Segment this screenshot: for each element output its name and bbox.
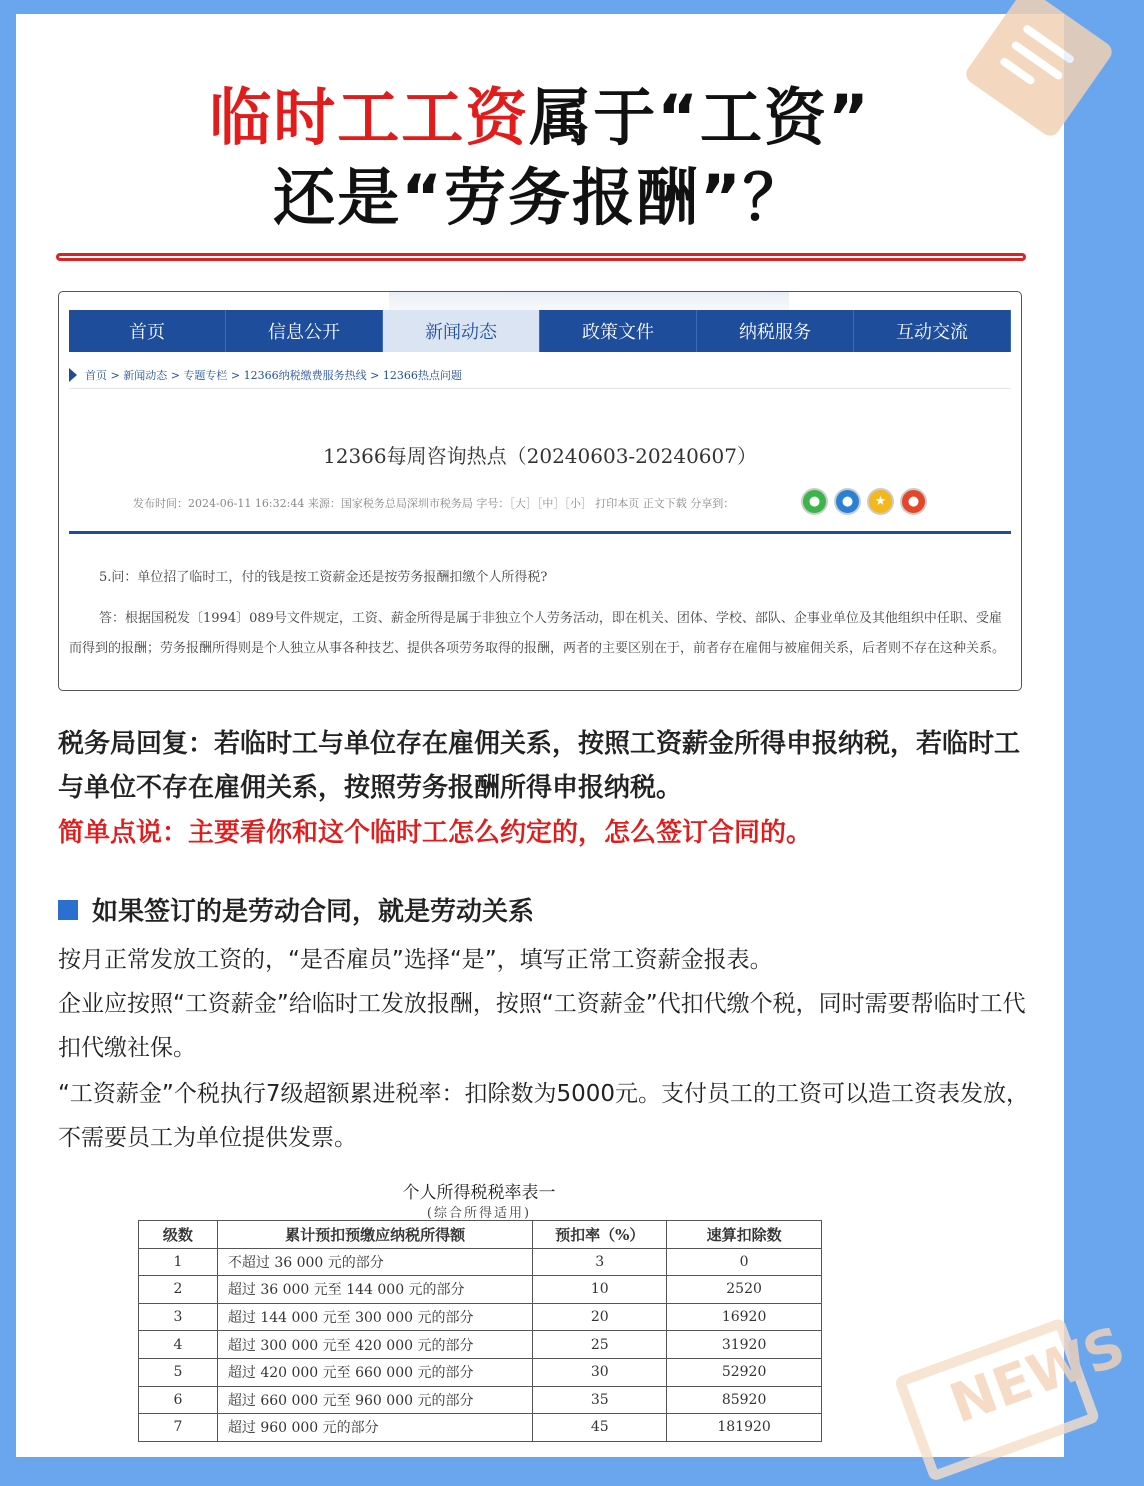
paragraph-1: 按月正常发放工资的，“是否雇员”选择“是”，填写正常工资薪金报表。: [58, 947, 773, 973]
content-card: [16, 14, 1133, 1457]
site-nav: [69, 310, 1011, 352]
wechat-icon[interactable]: ●: [801, 488, 828, 515]
table-title: 个人所得税税率表一: [402, 1183, 556, 1203]
table-cell: 5: [139, 1358, 218, 1386]
qq-icon[interactable]: ●: [834, 488, 861, 515]
website-screenshot: [58, 291, 1022, 691]
question-text: 5.问：单位招了临时工，付的钱是按工资薪金还是按劳务报酬扣缴个人所得税?: [99, 570, 548, 585]
tax-bureau-reply: 税务局回复：若临时工与单位存在雇佣关系，按照工资薪金所得申报纳税，若临时工与单位不存在雇佣关系，按照劳务报酬所得申报纳税。: [58, 729, 1021, 803]
breadcrumb-divider: [69, 388, 1011, 389]
table-cell: 超过 420 000 元至 660 000 元的部分: [217, 1358, 532, 1386]
breadcrumb: [69, 367, 462, 383]
table-row: [139, 1248, 822, 1276]
header-deduction: 速算扣除数: [667, 1221, 822, 1249]
paragraph-2: 企业应按照“工资薪金”给临时工发放报酬，按照“工资薪金”代扣代缴个税，同时需要帮临时工代扣代缴社保。: [58, 991, 1026, 1061]
table-cell: 3: [533, 1248, 667, 1276]
tax-rate-table-image: [112, 1164, 846, 1452]
paragraph-3: “工资薪金”个税执行7级超额累进税率：扣除数为5000元。支付员工的工资可以造工资表发放，不需要员工为单位提供发票。: [58, 1081, 1029, 1151]
table-cell: 30: [533, 1358, 667, 1386]
page-title-line2: 还是“劳务报酬”？: [273, 161, 807, 234]
section-heading-text: 如果签订的是劳动合同，就是劳动关系: [92, 897, 535, 927]
table-cell: 6: [139, 1386, 218, 1414]
header-level: 级数: [139, 1221, 218, 1249]
table-cell: 2520: [667, 1276, 822, 1304]
table-cell: 2: [139, 1276, 218, 1304]
nav-info[interactable]: 信息公开: [226, 310, 383, 352]
table-cell: 181920: [667, 1414, 822, 1442]
table-row: [139, 1331, 822, 1359]
table-cell: 超过 144 000 元至 300 000 元的部分: [217, 1303, 532, 1331]
news-watermark-icon: [877, 1298, 1133, 1485]
nav-news[interactable]: 新闻动态: [383, 310, 540, 352]
table-cell: 52920: [667, 1358, 822, 1386]
nav-home[interactable]: 首页: [69, 310, 226, 352]
header-rate: 预扣率（%）: [533, 1221, 667, 1249]
chevron-right-icon: [69, 368, 77, 382]
nav-policy[interactable]: 政策文件: [540, 310, 697, 352]
table-row: [139, 1276, 822, 1304]
table-cell: 0: [667, 1248, 822, 1276]
table-cell: 45: [533, 1414, 667, 1442]
header-banner: [389, 292, 789, 310]
table-cell: 10: [533, 1276, 667, 1304]
table-cell: 16920: [667, 1303, 822, 1331]
article-title: 12366每周咨询热点（20240603-20240607）: [323, 444, 757, 468]
table-row: [139, 1303, 822, 1331]
title-divider: [56, 253, 1026, 261]
table-cell: 不超过 36 000 元的部分: [217, 1248, 532, 1276]
table-cell: 超过 660 000 元至 960 000 元的部分: [217, 1386, 532, 1414]
table-row: [139, 1414, 822, 1442]
table-row: [139, 1358, 822, 1386]
weibo-icon[interactable]: ●: [900, 488, 927, 515]
header-income: 累计预扣预缴应纳税所得额: [217, 1221, 532, 1249]
section-heading: [58, 891, 534, 928]
table-cell: 31920: [667, 1331, 822, 1359]
table-subtitle: (综合所得适用): [426, 1206, 532, 1221]
share-icons: [801, 488, 927, 515]
table-cell: 1: [139, 1248, 218, 1276]
article-meta: 发布时间：2024-06-11 16:32:44 来源：国家税务总局深圳市税务局 字号：［大］［中］［小］ 打印本页 正文下载 分享到：: [133, 497, 735, 510]
nav-interact[interactable]: 互动交流: [854, 310, 1011, 352]
simple-summary: 简单点说：主要看你和这个临时工怎么约定的，怎么签订合同的。: [58, 818, 813, 848]
tax-rate-table: [138, 1220, 822, 1442]
table-cell: 20: [533, 1303, 667, 1331]
table-cell: 25: [533, 1331, 667, 1359]
watermark-text: NEWS: [941, 1314, 1133, 1436]
square-bullet-icon: [58, 900, 78, 920]
nav-service[interactable]: 纳税服务: [697, 310, 854, 352]
table-cell: 85920: [667, 1386, 822, 1414]
table-cell: 4: [139, 1331, 218, 1359]
table-row: [139, 1386, 822, 1414]
table-cell: 7: [139, 1414, 218, 1442]
page-title-line1: 临时工工资属于“工资”: [209, 81, 871, 154]
breadcrumb-text[interactable]: 首页 > 新闻动态 > 专题专栏 > 12366纳税缴费服务热线 > 12366热点问题: [85, 369, 462, 382]
table-header-row: [139, 1221, 822, 1249]
table-cell: 3: [139, 1303, 218, 1331]
table-cell: 超过 300 000 元至 420 000 元的部分: [217, 1331, 532, 1359]
article-divider: [69, 531, 1011, 534]
table-cell: 超过 36 000 元至 144 000 元的部分: [217, 1276, 532, 1304]
table-cell: 35: [533, 1386, 667, 1414]
star-icon[interactable]: ★: [867, 488, 894, 515]
table-cell: 超过 960 000 元的部分: [217, 1414, 532, 1442]
answer-text: 答：根据国税发〔1994〕089号文件规定，工资、薪金所得是属于非独立个人劳务活动，即在机关、团体、学校、部队、企事业单位及其他组织中任职、受雇而得到的报酬；劳务报酬所得则是个人独立从事各种技艺、提供各项劳务取得的报酬，两者的主要区别在于，前者存在雇佣与被雇佣关系，后者则不存在这种关系。: [69, 611, 1006, 656]
